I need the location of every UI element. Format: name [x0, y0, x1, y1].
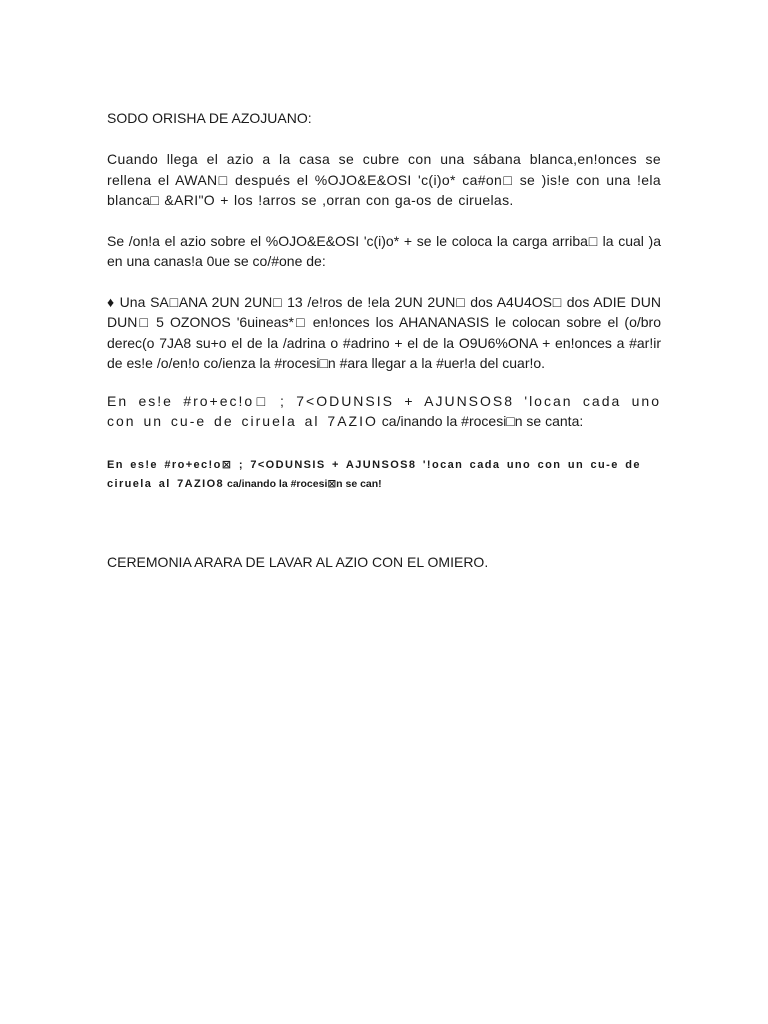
- paragraph-4-spaced-text: En es!e #ro+ec!o□ ; 7<ODUNSIS + AJUNSOS8 'locan cada uno con un cu-e de ciruela al 7AZIO: [107, 392, 661, 429]
- section-heading: CEREMONIA ARARA DE LAVAR AL AZIO CON EL OMIERO.: [107, 553, 489, 570]
- document-page: [107, 108, 661, 572]
- paragraph-5-tail-text: ca/inando la #rocesi⊠n se can!: [224, 477, 382, 490]
- paragraph-2: Se /on!a el azio sobre el %OJO&E&OSI 'c(i)o* + se le coloca la carga arriba□ la cual )a en una canas!a 0ue se co/#one de:: [107, 232, 661, 269]
- paragraph-5-spaced-text: En es!e #ro+ec!o⊠ ; 7<ODUNSIS + AJUNSOS8 '!ocan cada uno con un cu-e de ciruela al 7AZIO8: [107, 458, 641, 490]
- document-title: SODO ORISHA DE AZOJUANO:: [107, 110, 312, 126]
- paragraph-4: [107, 391, 661, 432]
- paragraph-4-tail-text: ca/inando la #rocesi□n se canta:: [377, 413, 584, 429]
- paragraph-3: ♦ Una SA□ANA 2UN 2UN□ 13 /e!ros de !ela 2UN 2UN□ dos A4U4OS□ dos ADIE DUN DUN□ 5 OZONOS '6uineas*□ en!onces los AHANANASIS le colocan sobre el (o/bro derec(o 7JA8 su+o el de la /adrina o #adrino + el de la O9U6%ONA + en!onces a #ar!ir de es!e /o/en!o co/ienza la #rocesi□n #ara llegar a la #uer!a del cuar!o.: [107, 293, 661, 371]
- paragraph-5: [107, 456, 661, 494]
- paragraph-1: Cuando llega el azio a la casa se cubre con una sábana blanca,en!onces se rellena el AWAN□ después el %OJO&E&OSI 'c(i)o* ca#on□ se )is!e con una !ela blanca□ &ARI"O + los !arros se ,orran con ga-os de ciruelas.: [107, 151, 661, 208]
